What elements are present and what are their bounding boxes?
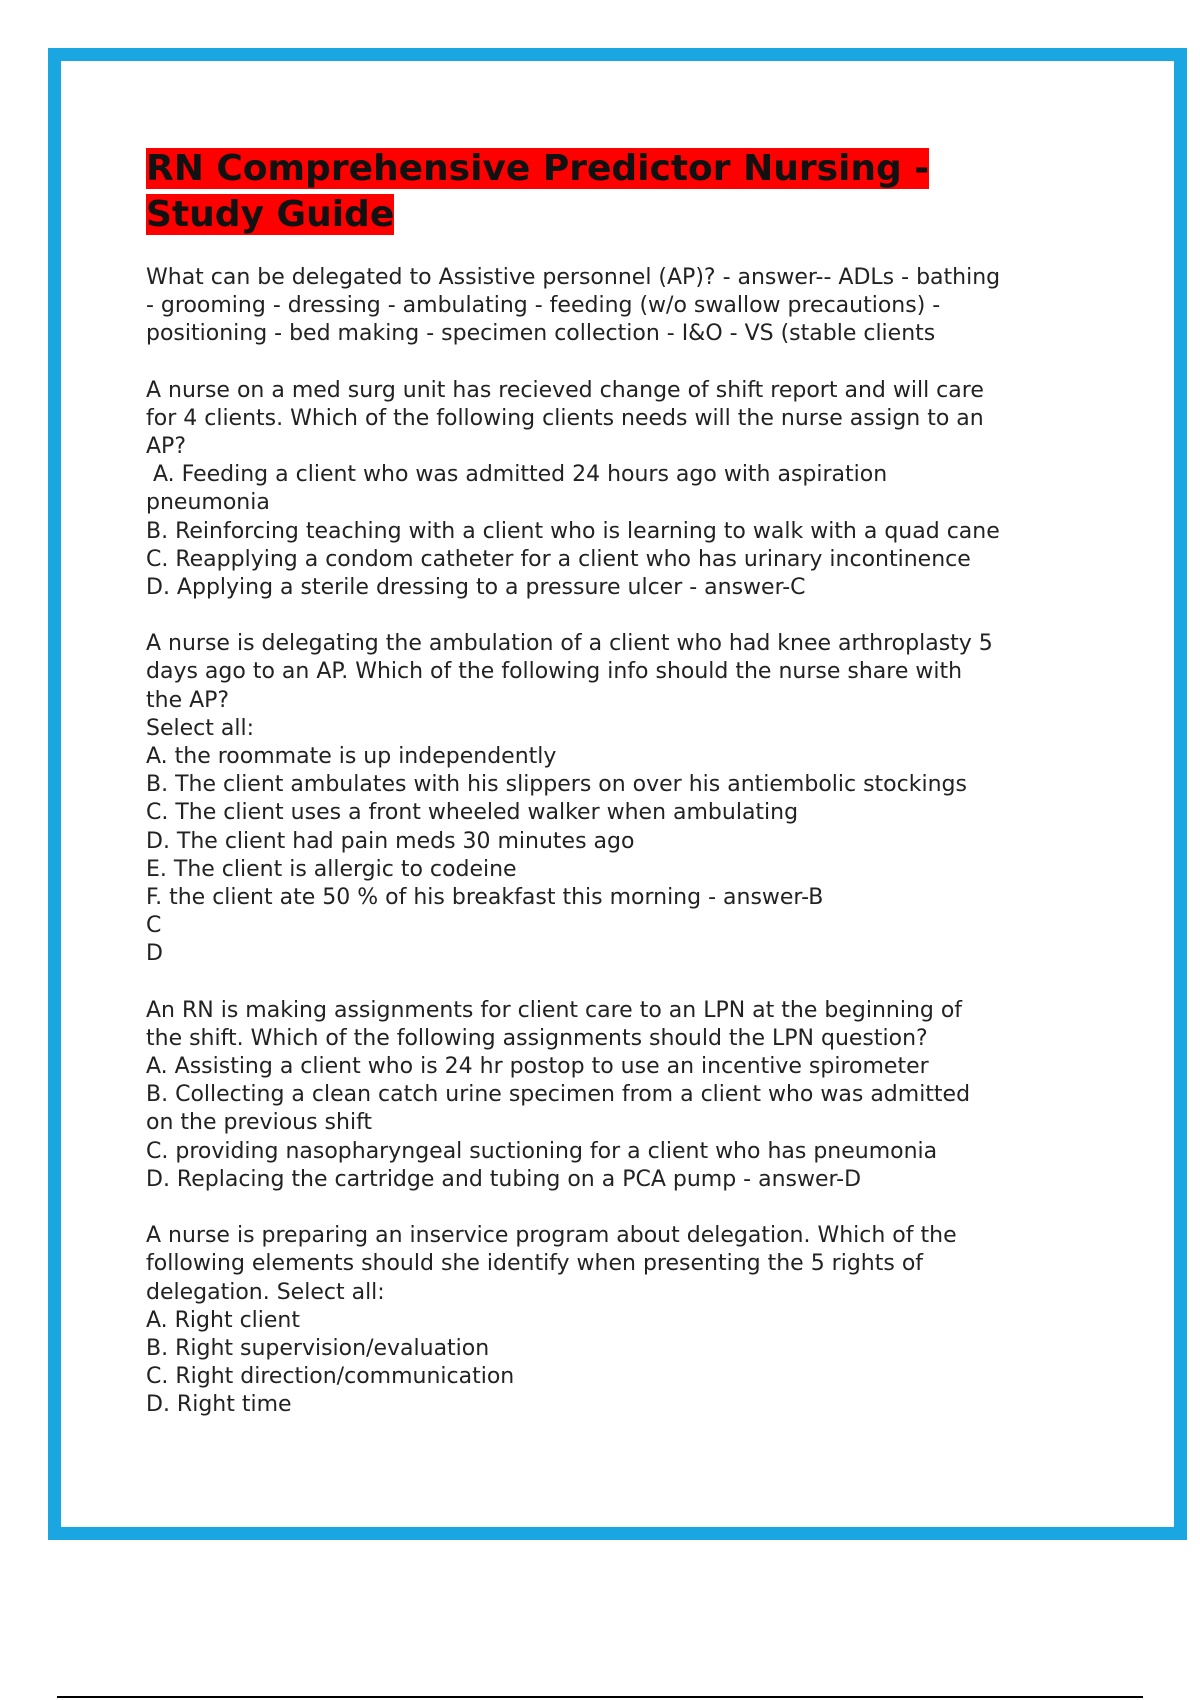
- text-line: C. Right direction/communication: [146, 1364, 515, 1390]
- text-line: the AP?: [146, 687, 230, 713]
- question-block-2: [146, 377, 1096, 603]
- text-line: F. the client ate 50 % of his breakfast this morning - answer-B: [146, 885, 824, 911]
- text-line: A nurse is delegating the ambulation of a client who had knee arthroplasty 5: [146, 631, 993, 657]
- text-line: What can be delegated to Assistive personnel (AP)? - answer-- ADLs - bathing: [146, 265, 1001, 290]
- text-line: C: [146, 913, 162, 939]
- text-line: days ago to an AP. Which of the following info should the nurse share with: [146, 659, 963, 685]
- text-line: positioning - bed making - specimen collection - I&O - VS (stable clients: [146, 321, 936, 347]
- document-title: [146, 146, 1096, 238]
- text-line: E. The client is allergic to codeine: [146, 856, 517, 882]
- text-line: A nurse on a med surg unit has recieved change of shift report and will care: [146, 377, 984, 403]
- question-block-5: [146, 1222, 1096, 1419]
- text-line: C. Reapplying a condom catheter for a client who has urinary incontinence: [146, 546, 971, 572]
- question-block-4: [146, 997, 1096, 1194]
- text-line: B. The client ambulates with his slippers on over his antiembolic stockings: [146, 772, 967, 798]
- document-content: [146, 146, 1096, 1448]
- text-line: B. Reinforcing teaching with a client who is learning to walk with a quad cane: [146, 518, 1000, 544]
- text-line: D. Right time: [146, 1392, 292, 1418]
- question-block-3: [146, 630, 1096, 968]
- text-line: following elements should she identify when presenting the 5 rights of: [146, 1251, 924, 1277]
- text-line: delegation. Select all:: [146, 1279, 385, 1305]
- text-line: C. The client uses a front wheeled walker when ambulating: [146, 800, 799, 826]
- text-line: A. Assisting a client who is 24 hr postop to use an incentive spirometer: [146, 1054, 929, 1080]
- text-line: D. Replacing the cartridge and tubing on a PCA pump - answer-D: [146, 1166, 862, 1192]
- question-block-1: [146, 264, 1096, 349]
- text-line: for 4 clients. Which of the following clients needs will the nurse assign to an: [146, 405, 984, 431]
- text-line: A. the roommate is up independently: [146, 744, 557, 770]
- text-line: B. Right supervision/evaluation: [146, 1335, 490, 1361]
- text-line: - grooming - dressing - ambulating - feeding (w/o swallow precautions) -: [146, 293, 941, 319]
- text-line: A. Right client: [146, 1307, 300, 1333]
- text-line: on the previous shift: [146, 1110, 373, 1136]
- text-line: AP?: [146, 434, 186, 460]
- text-line: A. Feeding a client who was admitted 24 hours ago with aspiration: [146, 462, 888, 488]
- title-line-1: RN Comprehensive Predictor Nursing -: [146, 148, 930, 189]
- text-line: the shift. Which of the following assignments should the LPN question?: [146, 1025, 928, 1051]
- text-line: D. The client had pain meds 30 minutes ago: [146, 828, 635, 854]
- text-line: D: [146, 941, 163, 967]
- text-line: An RN is making assignments for client care to an LPN at the beginning of: [146, 997, 963, 1023]
- page-divider: [57, 1696, 1143, 1698]
- text-line: C. providing nasopharyngeal suctioning for a client who has pneumonia: [146, 1138, 938, 1164]
- text-line: B. Collecting a clean catch urine specimen from a client who was admitted: [146, 1082, 971, 1108]
- title-line-2: Study Guide: [146, 194, 395, 235]
- text-line: A nurse is preparing an inservice program about delegation. Which of the: [146, 1223, 957, 1249]
- text-line: Select all:: [146, 715, 254, 741]
- text-line: pneumonia: [146, 490, 270, 516]
- text-line: D. Applying a sterile dressing to a pressure ulcer - answer-C: [146, 575, 806, 601]
